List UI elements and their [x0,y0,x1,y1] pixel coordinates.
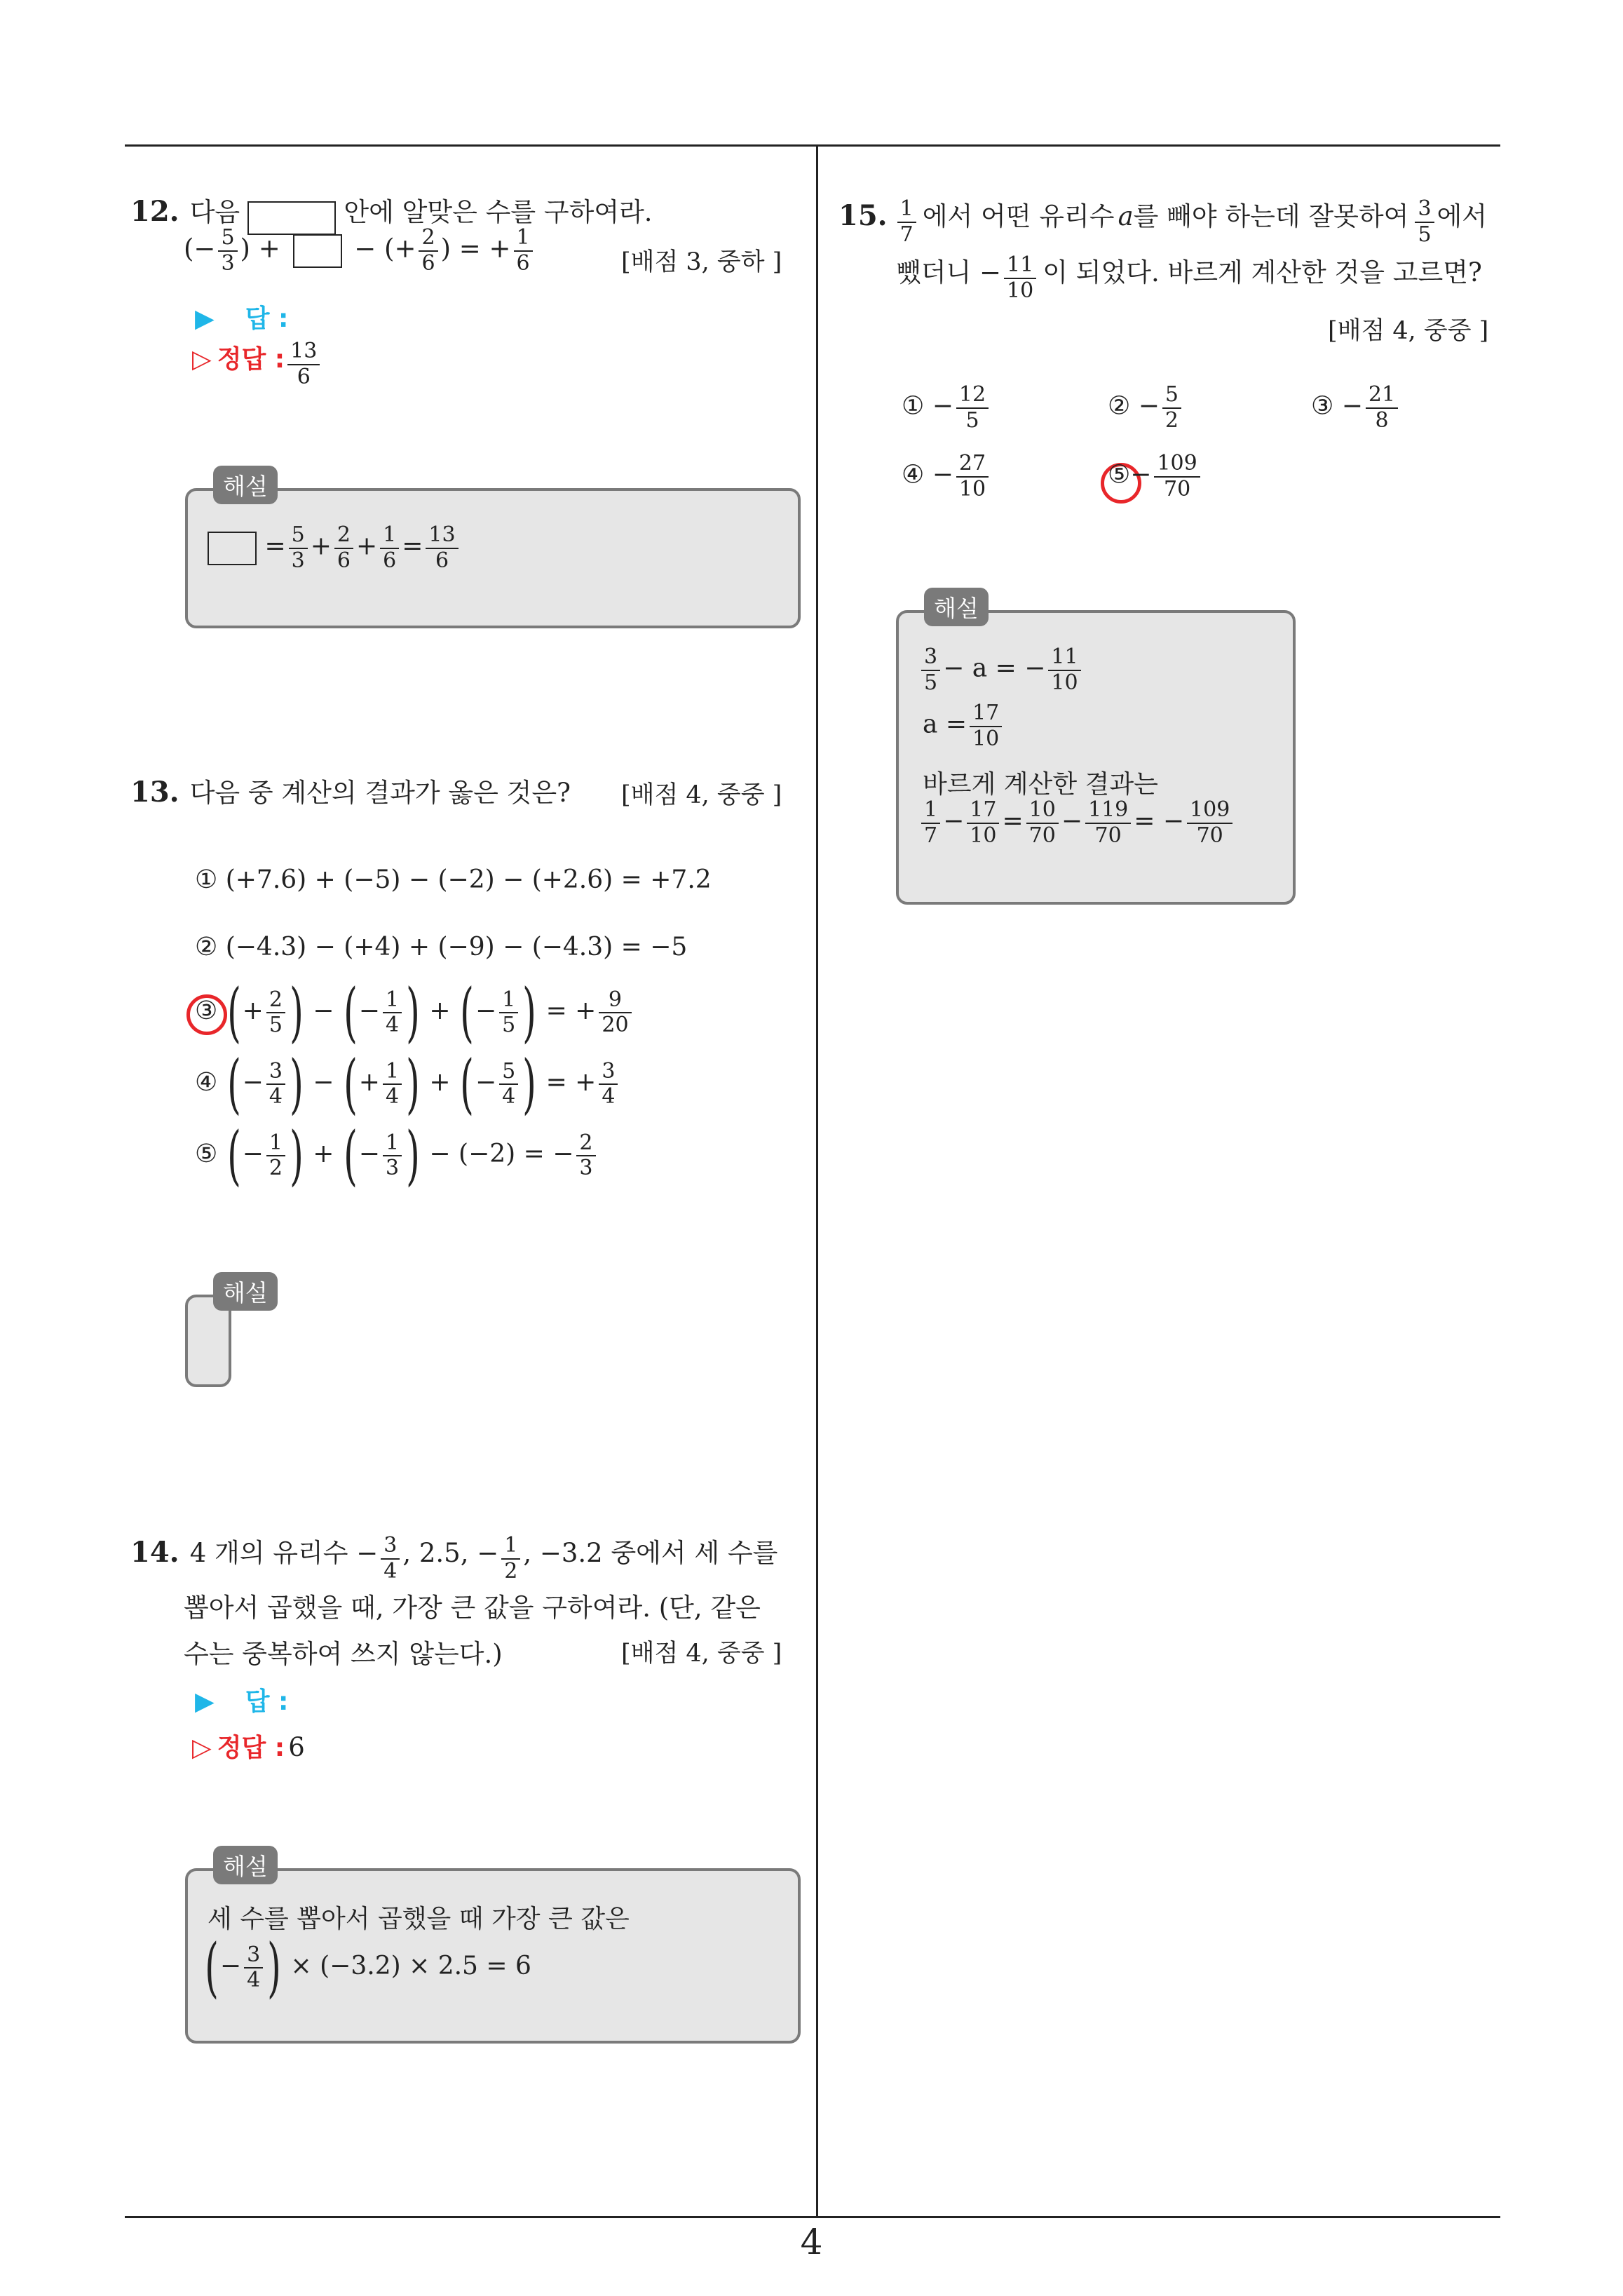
top-rule [125,144,1500,147]
q15-line-2: 뺐더니 − $\frac{11}{10}$ 이 되었다. 바르게 계산한 것을 고르면? [896,252,1482,303]
q15-option-3[interactable]: ③ − $\frac{21}{8}$ [1311,383,1401,433]
q12-correct-row [192,339,322,389]
play-icon: ▶ [195,304,215,333]
q15-option-4[interactable]: ④ − $\frac{27}{10}$ [902,452,991,501]
q12-expr-lead: (− [184,234,216,264]
q12-sol-frac-b: $\frac{2}{6}$ [334,523,353,573]
q12-sol-frac-r: $\frac{13}{6}$ [426,523,458,573]
q12-number: 12. [130,195,179,228]
q14-answer-label: 답 : [245,1687,289,1716]
q15-option-5[interactable]: ⑤− $\frac{109}{70}$ [1108,452,1203,501]
q12-answer-label: 답 : [245,304,289,333]
q12-frac-2: $\frac{2}{6}$ [419,226,437,276]
q14-answer-row [195,1682,288,1717]
q14-number: 14. [130,1536,179,1569]
q12-expression [184,226,536,276]
q12-correct-label: 정답 : [217,345,285,374]
q13-option-3[interactable]: ③ (+ $\frac{2}{5}$ ) − (− $\frac{1}{4}$ ) + (− $\frac{1}{5}$ ) = + $\frac{9}{20}$ [195,980,634,1045]
q14-line-2: 뽑아서 곱했을 때, 가장 큰 값을 구하여라. (단, 같은 [184,1593,761,1623]
q13-title [130,771,571,809]
triangle-outline-icon: ▷ [192,1734,212,1762]
q12-expr-eq: ) = + [440,234,511,264]
q12-sol-frac-c: $\frac{1}{6}$ [380,523,399,573]
q13-option-4[interactable]: ④ (− $\frac{3}{4}$ ) − (+ $\frac{1}{4}$ ) + (− $\frac{5}{4}$ ) = + $\frac{3}{4}$ [195,1052,620,1116]
q14-solution-line-1: 세 수를 뽑아서 곱했을 때 가장 큰 값은 [208,1905,630,1933]
q15-option-1[interactable]: ① − $\frac{12}{5}$ [902,383,991,433]
bottom-rule [125,2216,1500,2218]
triangle-outline-icon: ▷ [192,345,212,374]
q12-expr-plus: ) + [240,234,280,264]
q12-blank-box-small [293,234,342,268]
page-number: 4 [800,2222,823,2262]
q12-text-a: 다음 [189,197,240,227]
play-icon: ▶ [195,1687,215,1716]
q13-option-1[interactable]: ① (+7.6) + (−5) − (−2) − (+2.6) = +7.2 [195,865,712,894]
column-divider [816,146,818,2217]
q15-solution-line-3: 바르게 계산한 결과는 [923,770,1158,799]
q12-expr-minus: − (+ [354,234,416,264]
q12-frac-1: $\frac{5}{3}$ [218,226,237,276]
q14-points: [배점 4, 중중 ] [621,1640,782,1668]
q15-option-2[interactable]: ② − $\frac{5}{2}$ [1108,383,1184,433]
q14-correct-label: 정답 : [217,1734,285,1762]
q12-solution-tab: 해설 [213,466,278,504]
q15-number: 15. [838,199,888,232]
q13-points: [배점 4, 중중 ] [621,781,782,809]
q15-points: [배점 4, 중중 ] [1328,317,1489,345]
q13-option-2[interactable]: ② (−4.3) − (+4) + (−9) − (−4.3) = −5 [195,933,688,961]
q12-answer-row [195,299,288,335]
q12-sol-blank-box [208,532,257,565]
q14-line-1: 14. 4 개의 유리수 − $\frac{3}{4}$ , 2.5, − $\frac{1}{2}$ , −3.2 중에서 세 수를 [130,1533,778,1583]
q15-solution-line-2: a = $\frac{17}{10}$ [923,701,1005,751]
q12-points: [배점 3, 중하 ] [621,248,782,276]
q12-sol-frac-a: $\frac{5}{3}$ [289,523,308,573]
q15-solution-tab: 해설 [924,588,989,626]
q13-text: 다음 중 계산의 결과가 옳은 것은? [189,778,571,808]
q15-solution-line-1: $\frac{3}{5}$ − a = − $\frac{11}{10}$ [918,645,1084,695]
q14-line-3: 수는 중복하여 쓰지 않는다.) [184,1639,503,1669]
q15-line-1: 15. $\frac{1}{7}$ 에서 어떤 유리수 a를 빼야 하는데 잘못하여 $\frac{3}{5}$ 에서 [838,196,1488,247]
q12-solution-content: = $\frac{5}{3}$ + $\frac{2}{6}$ + $\frac{1}{6}$ = $\frac{13}{6}$ [208,523,461,573]
q13-solution-tab: 해설 [213,1272,278,1311]
q12-correct-frac: $\frac{13}{6}$ [287,339,320,389]
q13-number: 13. [130,776,179,809]
q14-solution-tab: 해설 [213,1846,278,1884]
q13-option-5[interactable]: ⑤ (− $\frac{1}{2}$ ) + (− $\frac{1}{3}$ ) − (−2) = − $\frac{2}{3}$ [195,1123,599,1188]
q14-correct-value: 6 [288,1732,305,1762]
q12-text-b: 안에 알맞은 수를 구하여라. [344,197,653,227]
q14-correct-row [192,1728,305,1764]
q14-solution-line-2: (− $\frac{3}{4}$ ) × (−3.2) × 2.5 = 6 [205,1930,531,2005]
q15-solution-line-4: $\frac{1}{7}$ − $\frac{17}{10}$ = $\frac{10}{70}$ − $\frac{119}{70}$ = − $\frac{109}{70}$ [918,798,1235,848]
q12-frac-3: $\frac{1}{6}$ [514,226,533,276]
